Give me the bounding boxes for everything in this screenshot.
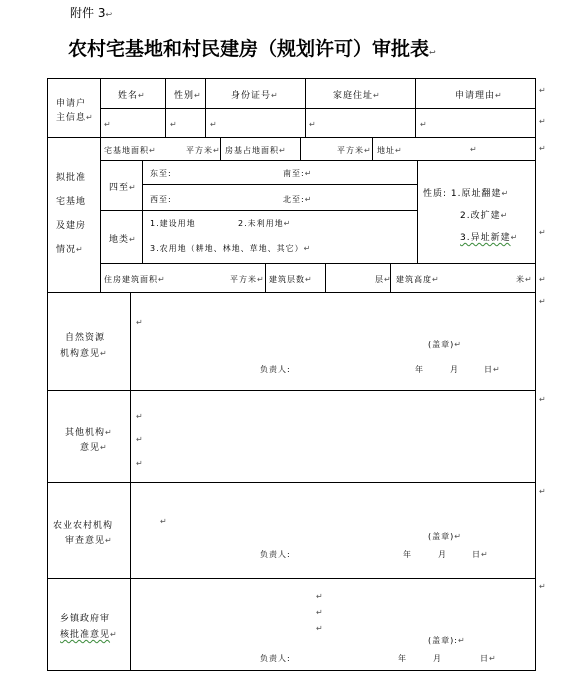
building-area-label: 住房建筑面积↵ [104,275,166,284]
row-mark: ↵ [539,582,546,591]
opinion-other-input[interactable]: ↵ [136,412,143,421]
opinion-natural-day: 日↵ [484,365,501,374]
opinion-agri-seal: (盖章)↵ [428,532,462,541]
row-mark: ↵ [539,395,546,404]
opinion-agri-label-1: 农业农村机构 [53,521,114,531]
page-title: 农村宅基地和村民建房（规划许可）审批表↩ [68,38,436,60]
opinion-natural-label-1: 自然资源 [65,333,106,343]
opinion-agri-month: 月 [438,550,447,559]
land-option-3: 3.农用地（耕地、林地、草地、其它）↵ [150,244,312,253]
row-mark: ↵ [539,117,546,126]
four-boundaries-label: 四至↵ [109,183,137,193]
row-mark: ↵ [539,86,546,95]
nature-option-2: 2.改扩建↵ [460,211,509,221]
opinion-town-month: 月 [433,654,442,663]
opinion-other-input-3[interactable]: ↵ [136,459,143,468]
floor-unit: 层↵ [375,275,392,284]
south-label: 南至:↵ [283,169,313,178]
meter-unit: 米↵ [516,275,533,284]
opinion-agri-input[interactable]: ↵ [160,517,167,526]
opinion-town-input[interactable]: ↵ [316,592,323,601]
proposed-label-3: 及建房 [56,221,87,231]
land-option-2: 2.未利用地↵ [238,219,292,228]
opinion-town-input-2[interactable]: ↵ [316,608,323,617]
opinion-agri-person: 负责人: [260,550,291,559]
floors-label: 建筑层数↵ [269,275,313,284]
name-cell[interactable]: ↵ [104,120,111,129]
opinion-natural-input[interactable]: ↵ [136,318,143,327]
opinion-natural-seal: (盖章)↵ [428,340,462,349]
id-cell[interactable]: ↵ [210,120,217,129]
sqm-unit-1: 平方米↵ [186,146,221,155]
east-label: 东至: [150,169,172,178]
north-label: 北至:↵ [283,195,313,204]
opinion-town-input-3[interactable]: ↵ [316,624,323,633]
opinion-natural-month: 月 [450,365,459,374]
applicant-label: 申请户 [56,99,87,109]
land-type-label: 地类↵ [109,235,137,245]
proposed-label-4: 情况↵ [56,245,84,255]
proposed-label-1: 拟批准 [56,173,87,183]
row-mark: ↵ [539,297,546,306]
nature-label: 性质: 1.原址翻建↵ [423,189,510,199]
proposed-label-2: 宅基地 [56,197,87,207]
opinion-natural-year: 年 [415,365,424,374]
opinion-natural-label-2: 机构意见↵ [60,349,108,359]
col-address: 家庭住址↵ [333,91,381,101]
opinion-other-input-2[interactable]: ↵ [136,435,143,444]
gender-cell[interactable]: ↵ [170,120,177,129]
opinion-town-day: 日↵ [480,654,497,663]
house-area-label: 房基占地面积↵ [225,146,287,155]
opinion-town-label-1: 乡镇政府审 [60,614,111,624]
reason-cell[interactable]: ↵ [420,120,427,129]
address-cell[interactable]: ↵ [309,120,316,129]
opinion-town-label-2: 核批准意见↵ [60,630,118,640]
opinion-agri-year: 年 [403,550,412,559]
row-mark: ↵ [539,228,546,237]
opinion-natural-person: 负责人: [260,365,291,374]
height-label: 建筑高度↵ [396,275,440,284]
row-mark: ↵ [539,487,546,496]
sqm-unit-2: 平方米↵ [337,146,372,155]
applicant-label-2: 主信息↵ [56,113,94,123]
col-id: 身份证号↵ [231,91,279,101]
col-reason: 申请理由↵ [455,91,503,101]
opinion-other-label-1: 其他机构↵ [65,428,113,438]
opinion-town-year: 年 [398,654,407,663]
address-cell[interactable]: ↵ [470,145,477,154]
attachment-label: 附件 3↩ [70,6,113,20]
west-label: 西至: [150,195,172,204]
opinion-town-person: 负责人: [260,654,291,663]
land-option-1: 1.建设用地 [150,219,196,228]
opinion-other-label-2: 意见↵ [80,443,108,453]
homestead-area-label: 宅基地面积↵ [104,146,157,155]
row-mark: ↵ [539,275,546,284]
sqm-unit-3: 平方米↵ [230,275,265,284]
col-name: 姓名↵ [118,91,146,101]
opinion-agri-label-2: 审查意见↵ [65,536,113,546]
opinion-town-seal: (盖章):↵ [428,636,466,645]
col-gender: 性别↵ [174,91,202,101]
opinion-agri-day: 日↵ [472,550,489,559]
nature-option-3: 3.异址新建↵ [460,233,519,243]
row-mark: ↵ [539,144,546,153]
address-label: 地址↵ [377,146,403,155]
